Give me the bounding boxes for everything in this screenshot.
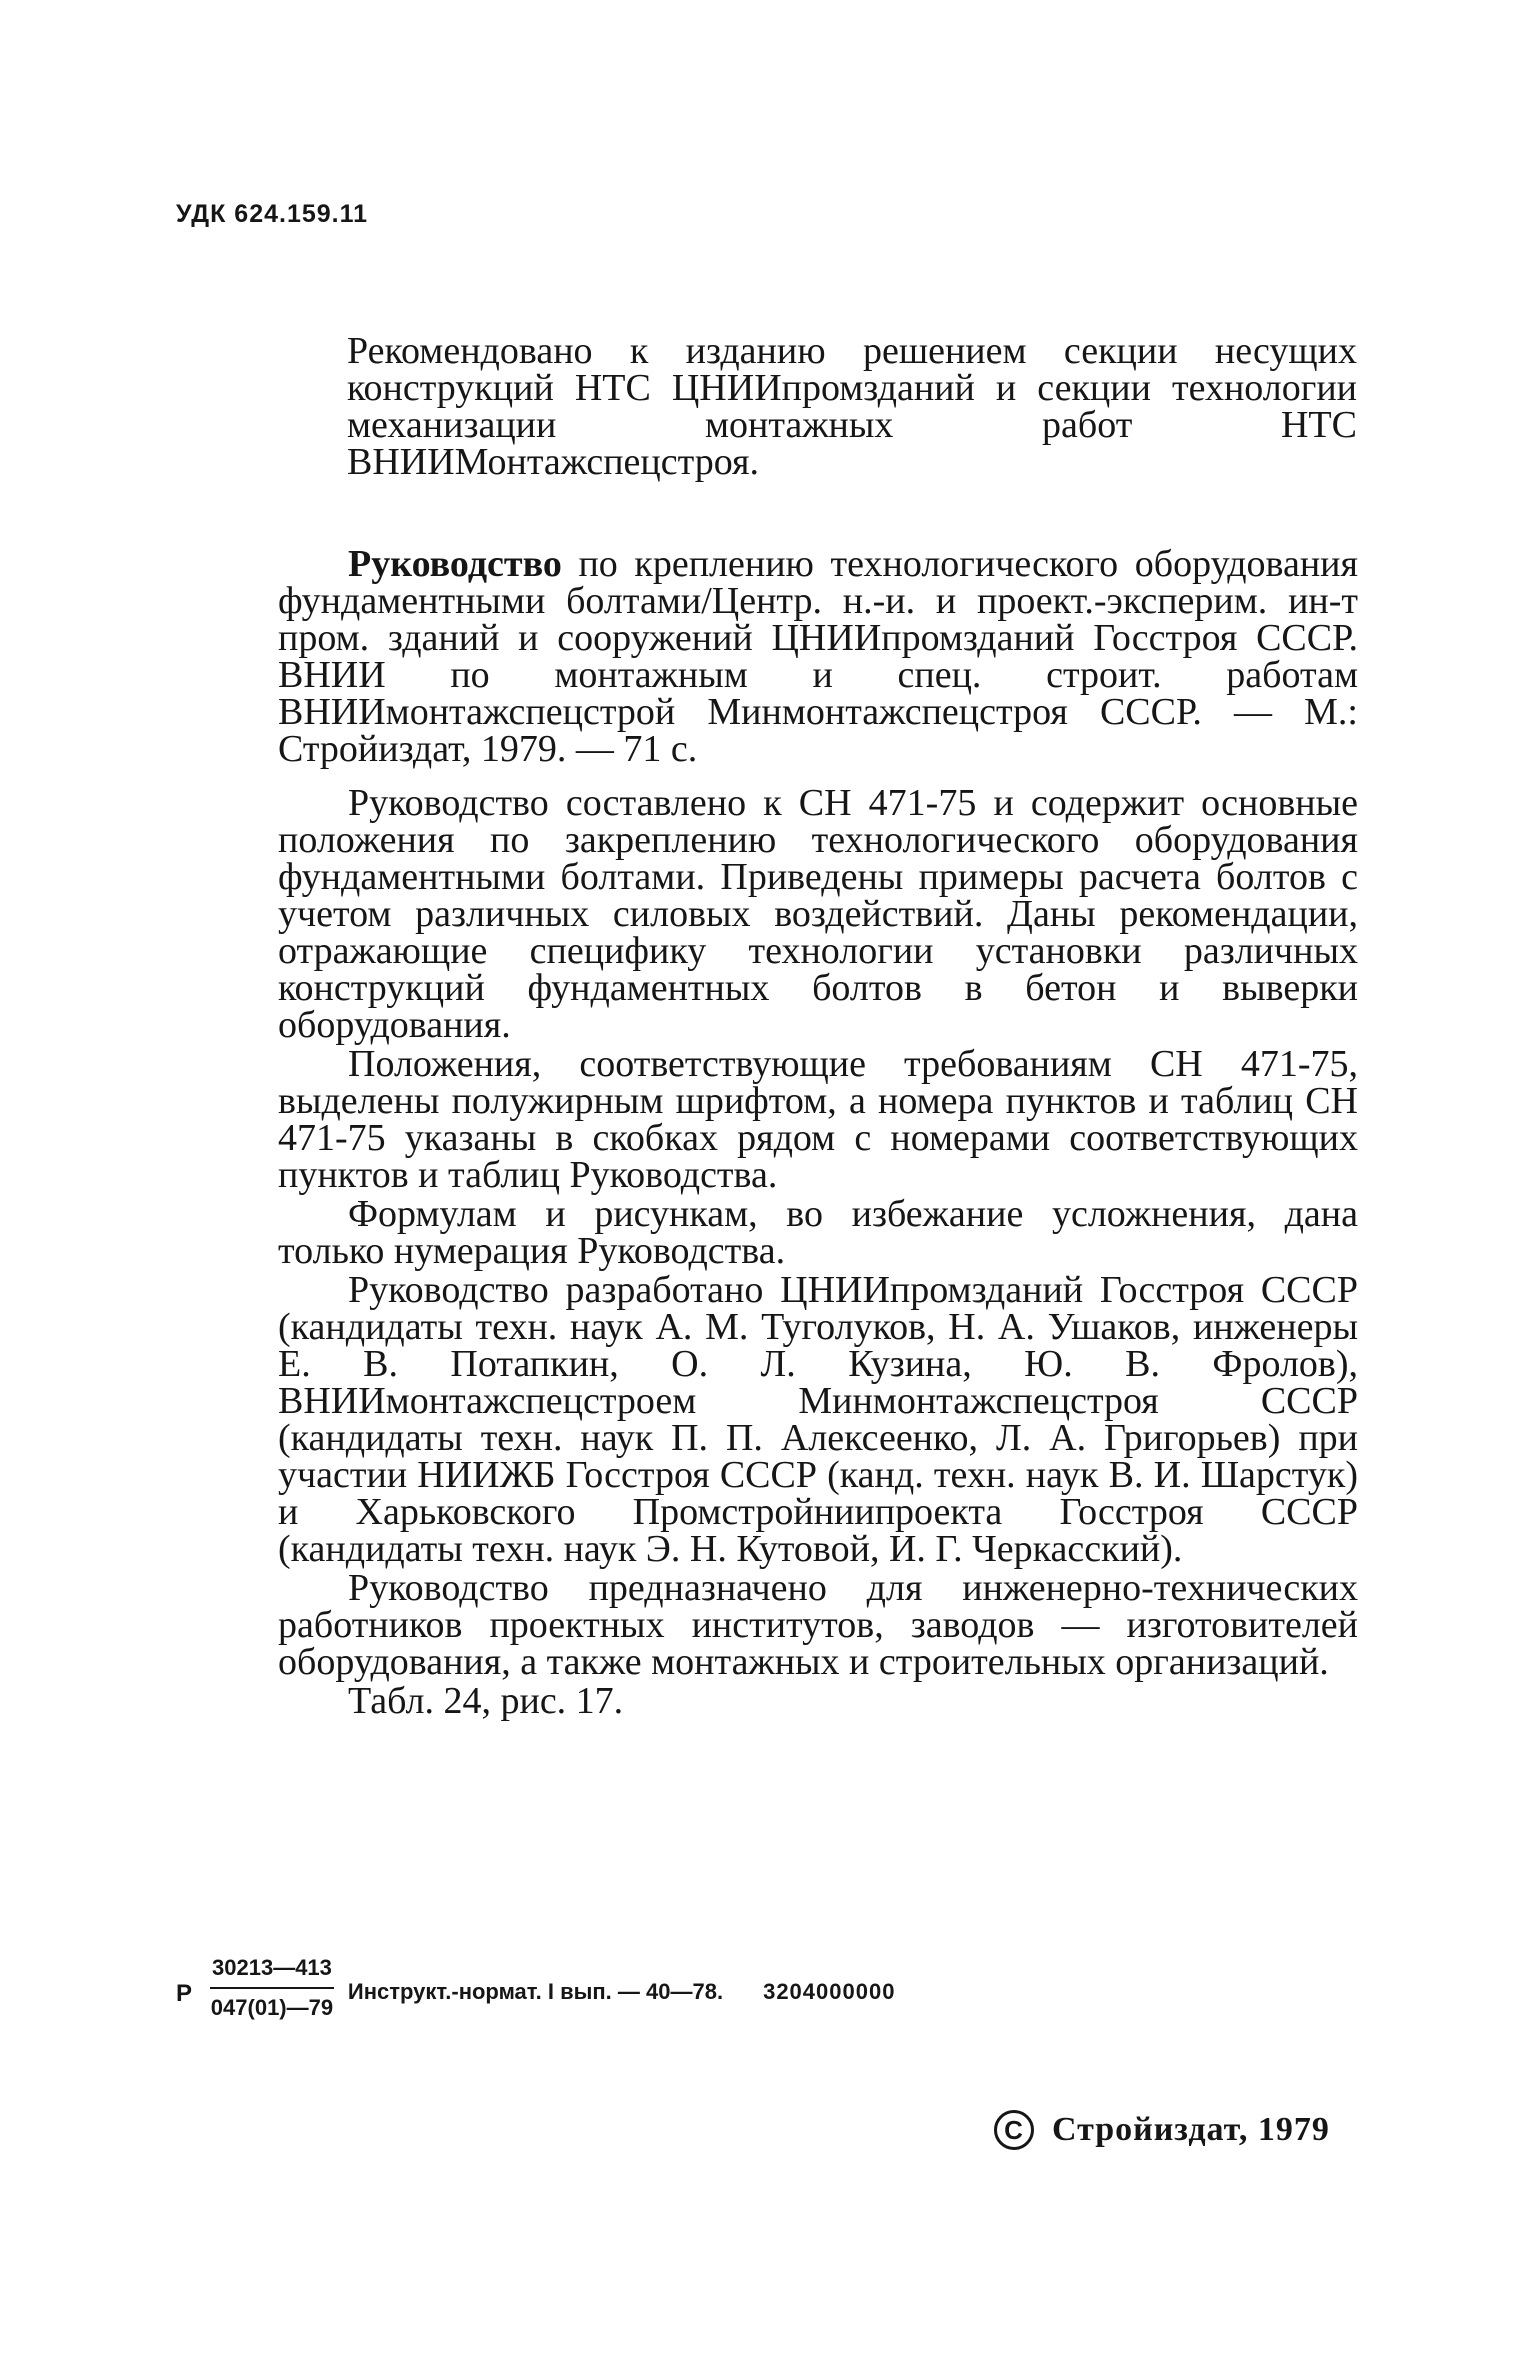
copyright-text: Стройиздат, 1979 <box>1052 2111 1330 2148</box>
publisher-index: 3204000000 <box>763 1979 896 2004</box>
copyright-line <box>994 2110 1330 2150</box>
publisher-code-letter: Р <box>176 1980 193 2007</box>
bibliographic-paragraph <box>278 543 1358 770</box>
abstract-paragraph: Руководство разработано ЦНИИпромзданий Госстроя СССР (кандидаты техн. наук А. М. Туголуков, Н. А. Ушаков, инженеры Е. В. Потапкин, О. Л. Кузина, Ю. В. Фролов), ВНИИмонтажспецстроем Минмонтажспецстроя СССР (кандидаты техн. наук П. П. Алексеенко, Л. А. Григорьев) при участии НИИЖБ Госстроя СССР (канд. техн. наук В. И. Шарстук) и Харьковского Промстройниипроекта Госстроя СССР (кандидаты техн. наук Э. Н. Кутовой, И. Г. Черкасский). <box>278 1269 1358 1570</box>
abstract-paragraph: Положения, соответствующие требованиям СН 471-75, выделены полужирным шрифтом, а номера пунктов и таблиц СН 471-75 указаны в скобках рядом с номерами соответствующих пунктов и таблиц Руководства. <box>278 1043 1358 1196</box>
bibliographic-details: по креплению технологического оборудования фундаментными болтами/Центр. н.-и. и проект.-эксперим. ин-т пром. зданий и сооружений ЦНИИпромзданий Госстроя СССР. ВНИИ по монтажным и спец. строит. работам ВНИИмонтажспецстрой Минмонтажспецстроя СССР. — М.: Стройиздат, 1979. — 71 с. <box>278 543 1358 770</box>
copyright-icon: C <box>994 2110 1034 2150</box>
bibliographic-entry <box>278 543 1358 770</box>
publisher-code-numerator: 30213—413 <box>210 1955 334 1989</box>
abstract-paragraph: Табл. 24, рис. 17. <box>348 1680 624 1722</box>
abstract-paragraph: Формулам и рисункам, во избежание усложнения, дана только нумерация Руководства. <box>278 1193 1358 1272</box>
publisher-code <box>176 1955 895 2021</box>
abstract-paragraph: Руководство составлено к СН 471-75 и содержит основные положения по закреплению технологического оборудования фундаментными болтами. Приведены примеры расчета болтов с учетом различных силовых воздействий. Даны рекомендации, отражающие специфику технологии установки различных конструкций фундаментных болтов в бетон и выверки оборудования. <box>278 782 1358 1046</box>
recommendation-text: Рекомендовано к изданию решением секции несущих конструкций НТС ЦНИИпромзданий и секции технологии механизации монтажных работ НТС ВНИИМонтажспецстроя. <box>347 330 1357 483</box>
publisher-code-denominator: 047(01)—79 <box>210 1995 334 2020</box>
abstract <box>278 782 1358 1722</box>
publisher-code-fraction <box>210 1955 334 2021</box>
bibliographic-title: Руководство <box>348 543 562 585</box>
abstract-paragraph: Руководство предназначено для инженерно-технических работников проектных институтов, заводов — изготовителей оборудования, а также монтажных и строительных организаций. <box>278 1567 1358 1683</box>
publisher-series: Инструкт.-нормат. I вып. — 40—78. <box>347 1979 724 2004</box>
recommendation-note <box>347 330 1357 483</box>
udk-code: УДК 624.159.11 <box>176 200 369 228</box>
